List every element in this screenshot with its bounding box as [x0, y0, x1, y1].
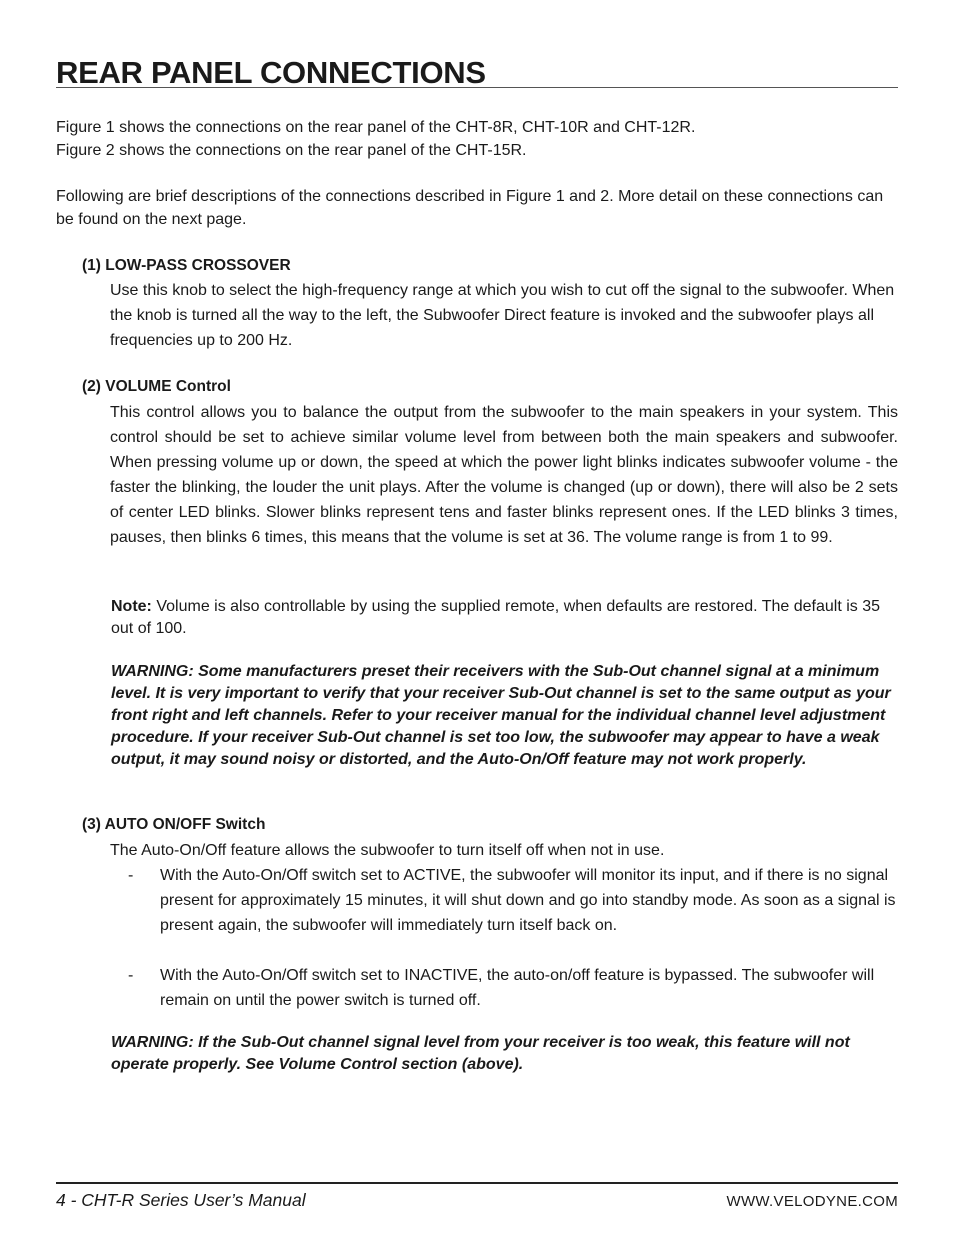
bullet-text: With the Auto-On/Off switch set to ACTIVE, the subwoofer will monitor its input, and if there is no signal present for approximately 15 minutes, it will shut down and go into standby mode. As soon as a signal is present again, the subwoofer will immediately turn itself back on. — [160, 867, 896, 934]
section-heading-low-pass-crossover: (1) LOW-PASS CROSSOVER — [82, 257, 291, 274]
section-heading-volume-control: (2) VOLUME Control — [82, 378, 231, 395]
section-body-low-pass-crossover: Use this knob to select the high-frequency range at which you wish to cut off the signal to the subwoofer. When the knob is turned all the way to the left, the Subwoofer Direct feature is invoked and the subwoofer plays all frequencies up to 200 Hz. — [110, 282, 895, 349]
section-body-volume-control: This control allows you to balance the output from the subwoofer to the main speakers in your system. This control should be set to achieve similar volume level from between both the main speakers and subwoofer. When pressing volume up or down, the speed at which the power light blinks indicates subwoofer volume - the faster the blinking, the louder the unit plays. After the volume is changed (up or down), there will also be 2 sets of center LED blinks. Slower blinks represent tens and faster blinks represent ones. If the LED blinks 3 times, pauses, then blinks 6 times, this means that the volume is set at 36. The volume range is from 1 to 99. — [110, 404, 898, 546]
bullet-marker: - — [128, 967, 134, 984]
auto-on-off-warning: WARNING: If the Sub-Out channel signal level from your receiver is too weak, this feature will not operate properly. See Volume Control section (above). — [111, 1034, 850, 1073]
intro-line-1: Figure 1 shows the connections on the rear panel of the CHT-8R, CHT-10R and CHT-12R. — [56, 119, 696, 136]
volume-warning: WARNING: Some manufacturers preset their receivers with the Sub-Out channel signal at a minimum level. It is very important to verify that your receiver Sub-Out channel is set to the same output as your front right and left channels. Refer to your receiver manual for the individual channel level adjustment procedure. If your receiver Sub-Out channel is set too low, the subwoofer may appear to have a weak output, it may sound noisy or distorted, and the Auto-On/Off feature may not work properly. — [111, 663, 891, 768]
intro-paragraph-2: Following are brief descriptions of the connections described in Figure 1 and 2. More detail on these connections can be found on the next page. — [56, 188, 884, 228]
footer-manual-title: 4 - CHT-R Series User’s Manual — [56, 1190, 306, 1210]
intro-line-2: Figure 2 shows the connections on the rear panel of the CHT-15R. — [56, 142, 527, 159]
manual-page — [56, 0, 898, 1235]
title-divider — [56, 87, 898, 88]
intro — [56, 116, 898, 231]
volume-note — [111, 596, 891, 640]
page-title: REAR PANEL CONNECTIONS — [56, 55, 486, 90]
section-body-auto-on-off: The Auto-On/Off feature allows the subwoofer to turn itself off when not in use. — [110, 842, 665, 859]
section-heading-auto-on-off: (3) AUTO ON/OFF Switch — [82, 816, 266, 833]
footer-website: WWW.VELODYNE.COM — [726, 1193, 898, 1210]
note-text: Volume is also controllable by using the supplied remote, when defaults are restored. The default is 35 out of 100. — [111, 598, 881, 637]
bullet-marker: - — [128, 867, 134, 884]
note-label: Note: — [111, 598, 152, 615]
footer-divider — [56, 1182, 898, 1184]
bullet-text: With the Auto-On/Off switch set to INACTIVE, the auto-on/off feature is bypassed. The subwoofer will remain on until the power switch is turned off. — [160, 967, 875, 1009]
